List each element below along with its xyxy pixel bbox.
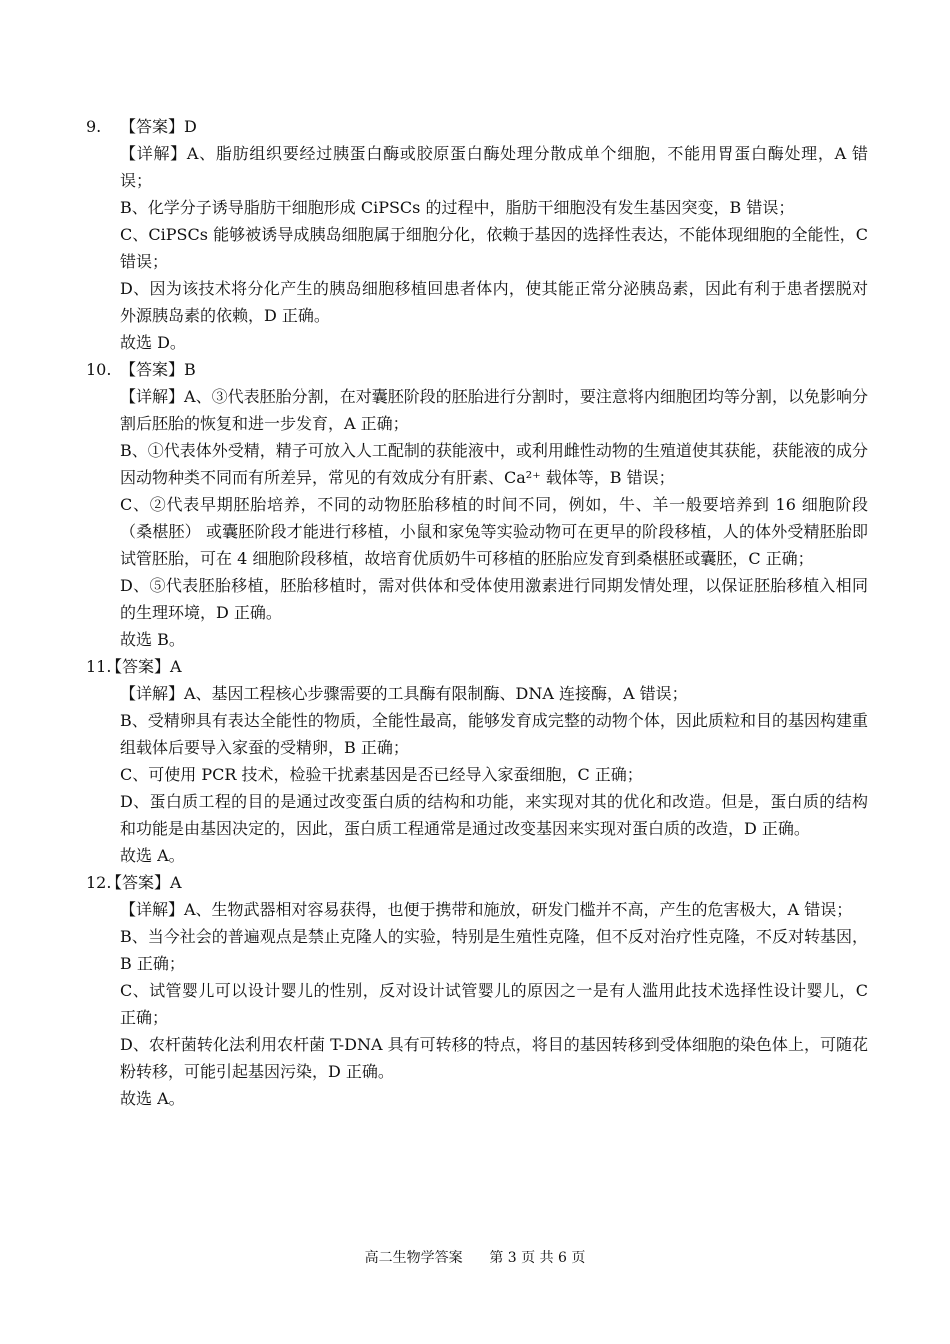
question-number: 12. [86, 873, 112, 892]
question-header [86, 653, 868, 680]
question-11 [86, 653, 868, 869]
question-header [86, 869, 868, 896]
detail-line: C、试管婴儿可以设计婴儿的性别，反对设计试管婴儿的原因之一是有人滥用此技术选择性设计婴儿，C 正确； [120, 981, 868, 1027]
question-header [86, 113, 868, 140]
detail-line: B、受精卵具有表达全能性的物质，全能性最高，能够发育成完整的动物个体，因此质粒和目的基因构建重组载体后要导入家蚕的受精卵，B 正确； [120, 711, 868, 757]
detail-line: D、蛋白质工程的目的是通过改变蛋白质的结构和功能，来实现对其的优化和改造。但是，蛋白质的结构和功能是由基因决定的，因此，蛋白质工程通常是通过改变基因来实现对蛋白质的改造，D 正确。 [120, 792, 868, 838]
footer-title: 高二生物学答案 [364, 1250, 463, 1266]
detail-line: 故选 A。 [120, 846, 185, 865]
answer-label: 【答案】A [106, 657, 182, 676]
question-detail [120, 680, 868, 869]
detail-line: D、因为该技术将分化产生的胰岛细胞移植回患者体内，使其能正常分泌胰岛素，因此有利于患者摆脱对外源胰岛素的依赖，D 正确。 [120, 279, 868, 325]
answer-label: 【答案】D [120, 117, 197, 136]
detail-line: 故选 A。 [120, 1089, 185, 1108]
detail-line: C、CiPSCs 能够被诱导成胰岛细胞属于细胞分化，依赖于基因的选择性表达，不能体现细胞的全能性，C 错误； [120, 225, 868, 271]
detail-line: C、②代表早期胚胎培养，不同的动物胚胎移植的时间不同，例如，牛、羊一般要培养到 16 细胞阶段 （桑椹胚） 或囊胚阶段才能进行移植，小鼠和家兔等实验动物可在更早的阶段移植，人的体外受精胚胎即试管胚胎，可在 4 细胞阶段移植，故培育优质奶牛可移植的胚胎应发育到桑椹胚或囊胚，C 正确； [120, 495, 868, 568]
question-10 [86, 356, 868, 653]
detail-line: 【详解】A、脂肪组织要经过胰蛋白酶或胶原蛋白酶处理分散成单个细胞，不能用胃蛋白酶处理，A 错误； [120, 144, 868, 190]
detail-line: D、农杆菌转化法利用农杆菌 T-DNA 具有可转移的特点，将目的基因转移到受体细胞的染色体上，可随花粉转移，可能引起基因污染，D 正确。 [120, 1035, 868, 1081]
answer-content [86, 113, 868, 1112]
question-detail [120, 140, 868, 356]
question-header [86, 356, 868, 383]
detail-line: C、可使用 PCR 技术，检验干扰素基因是否已经导入家蚕细胞，C 正确； [120, 765, 643, 784]
question-number: 9. [86, 117, 102, 136]
footer-page-number: 第 3 页 共 6 页 [489, 1250, 586, 1266]
detail-line: D、⑤代表胚胎移植，胚胎移植时，需对供体和受体使用激素进行同期发情处理，以保证胚胎移植入相同的生理环境，D 正确。 [120, 576, 868, 622]
question-detail [120, 896, 868, 1112]
question-number: 10. [86, 360, 112, 379]
answer-label: 【答案】A [106, 873, 182, 892]
page-footer [0, 1247, 950, 1267]
question-number: 11. [86, 657, 112, 676]
detail-line: B、化学分子诱导脂肪干细胞形成 CiPSCs 的过程中，脂肪干细胞没有发生基因突变，B 错误； [120, 198, 795, 217]
detail-line: 【详解】A、③代表胚胎分割，在对囊胚阶段的胚胎进行分割时，要注意将内细胞团均等分割，以免影响分割后胚胎的恢复和进一步发育，A 正确； [120, 387, 868, 433]
detail-line: 故选 D。 [120, 333, 186, 352]
question-detail [120, 383, 868, 653]
detail-line: 故选 B。 [120, 630, 185, 649]
detail-line: 【详解】A、生物武器相对容易获得，也便于携带和施放，研发门槛并不高，产生的危害极大，A 错误； [120, 900, 853, 919]
detail-line: 【详解】A、基因工程核心步骤需要的工具酶有限制酶、DNA 连接酶，A 错误； [120, 684, 688, 703]
question-9 [86, 113, 868, 356]
detail-line: B、①代表体外受精，精子可放入人工配制的获能液中，或利用雌性动物的生殖道使其获能，获能液的成分因动物种类不同而有所差异，常见的有效成分有肝素、Ca²⁺ 载体等，B 错误； [120, 441, 868, 487]
detail-line: B、当今社会的普遍观点是禁止克隆人的实验，特别是生殖性克隆，但不反对治疗性克隆，不反对转基因，B 正确； [120, 927, 868, 973]
answer-label: 【答案】B [120, 360, 196, 379]
question-12 [86, 869, 868, 1112]
